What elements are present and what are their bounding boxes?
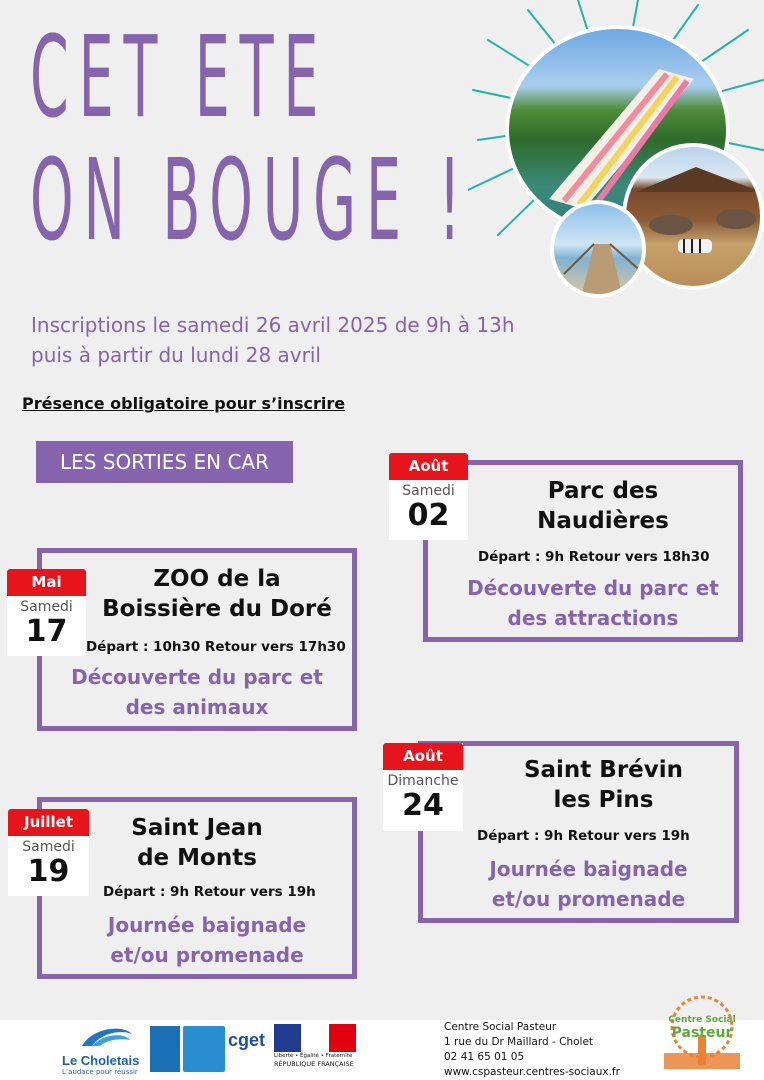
address-web: www.cspasteur.centres-sociaux.fr	[444, 1066, 620, 1078]
contact-address	[444, 1020, 620, 1080]
choletais-name: Le Choletais	[62, 1053, 140, 1068]
date-day: 19	[27, 854, 70, 889]
outing-card-saint-brevin	[418, 741, 739, 923]
outing-name-line-2: les Pins	[553, 787, 654, 813]
date-month: Mai	[7, 569, 86, 596]
cget-text: cget	[228, 1030, 266, 1050]
outing-desc-line-1: Découverte du parc et	[71, 665, 323, 689]
date-badge-zoo	[7, 569, 86, 656]
address-street: 1 rue du Dr Maillard - Cholet	[444, 1036, 594, 1048]
title-line-1: CET ETE	[30, 13, 329, 143]
choletais-tagline: L’audace pour réussir	[62, 1068, 138, 1076]
outing-desc-line-1: Découverte du parc et	[467, 576, 719, 600]
address-name: Centre Social Pasteur	[444, 1021, 557, 1033]
outing-name-line-2: Naudières	[537, 508, 669, 534]
date-weekday: Dimanche	[387, 773, 459, 789]
outing-times: Départ : 9h Retour vers 19h	[103, 884, 316, 900]
republique-text: RÉPUBLIQUE FRANÇAISE	[274, 1060, 354, 1068]
outing-desc-line-2: des attractions	[507, 606, 679, 630]
safari-lodge-photo	[622, 143, 764, 290]
date-badge-saint-brevin	[383, 743, 463, 831]
outing-name-line-2: de Monts	[137, 845, 257, 871]
registration-info	[31, 310, 515, 370]
outing-desc-line-2: et/ou promenade	[491, 887, 686, 911]
french-flag-icon	[274, 1024, 356, 1052]
republique-francaise-logo	[274, 1024, 356, 1074]
presence-notice: Présence obligatoire pour s’inscrire	[22, 394, 346, 413]
outing-times: Départ : 9h Retour vers 19h	[477, 828, 690, 844]
outing-desc-line-1: Journée baignade	[489, 857, 688, 881]
outing-desc-line-2: des animaux	[125, 695, 269, 719]
pasteur-logo-line-2: Pasteur	[671, 1025, 733, 1041]
title-line-2: ON BOUGE !	[30, 136, 471, 266]
outing-times: Départ : 10h30 Retour vers 17h30	[86, 639, 346, 655]
section-label: LES SORTIES EN CAR	[36, 441, 293, 483]
date-day: 24	[402, 788, 444, 823]
choletais-logo-icon	[62, 1024, 152, 1050]
registration-line-2: puis à partir du lundi 28 avril	[31, 343, 321, 367]
date-badge-saint-jean	[8, 809, 89, 896]
date-weekday: Samedi	[22, 839, 75, 855]
outing-desc-line-2: et/ou promenade	[110, 943, 304, 967]
date-weekday: Samedi	[402, 483, 455, 499]
cget-logo	[228, 1030, 272, 1070]
centre-social-pasteur-logo	[660, 995, 744, 1075]
outing-desc-line-1: Journée baignade	[107, 913, 307, 937]
outing-name-line-1: Saint Brévin	[523, 757, 684, 783]
registration-line-1: Inscriptions le samedi 26 avril 2025 de 9h à 13h	[31, 313, 515, 337]
choletais-logo	[62, 1024, 152, 1076]
caf-logo	[150, 1026, 180, 1072]
centres-sociaux-logo	[183, 1026, 225, 1072]
republique-motto: Liberté • Égalité • Fraternité	[274, 1053, 353, 1059]
outing-name-line-2: Boissière du Doré	[102, 596, 332, 622]
date-month: Août	[389, 453, 468, 480]
date-day: 17	[25, 614, 68, 649]
date-month: Août	[383, 743, 463, 770]
address-phone: 02 41 65 01 05	[444, 1051, 525, 1063]
outing-name-line-1: Saint Jean	[131, 815, 263, 841]
pasteur-logo-line-1: Centre Social	[668, 1015, 736, 1025]
outing-name-line-1: ZOO de la	[153, 566, 281, 592]
date-badge-naudieres	[389, 453, 468, 540]
date-day: 02	[407, 498, 450, 533]
outing-name-line-1: Parc des	[547, 478, 659, 504]
outing-card-naudieres	[423, 460, 743, 642]
date-weekday: Samedi	[20, 599, 73, 615]
outing-times: Départ : 9h Retour vers 18h30	[478, 549, 710, 565]
pier-photo	[550, 200, 646, 298]
date-month: Juillet	[8, 809, 89, 836]
